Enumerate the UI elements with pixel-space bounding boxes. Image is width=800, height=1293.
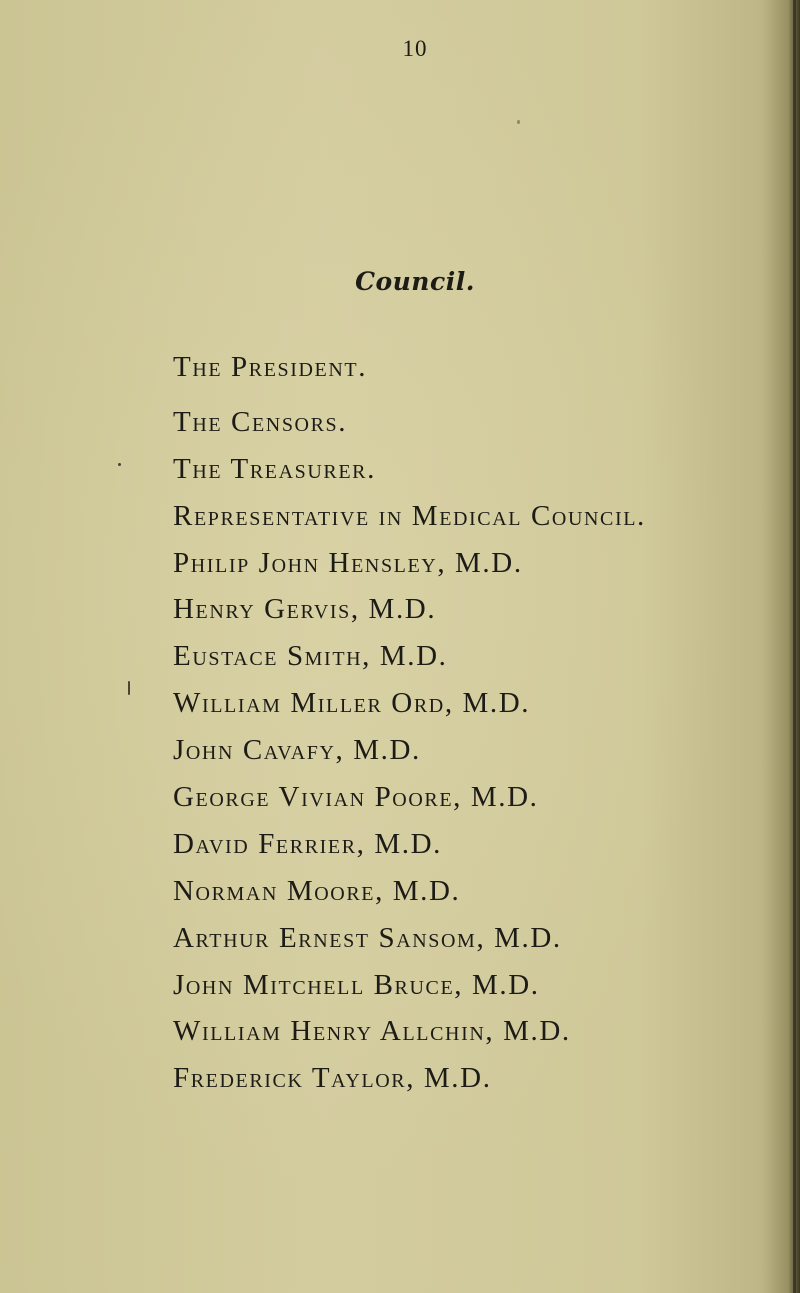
page-edge-line [793,0,796,1293]
paper-speck [128,681,130,695]
section-heading: Council. [355,267,475,296]
list-item: The President. [173,351,368,383]
paper-speck [517,120,520,124]
list-item: Norman Moore, M.D. [173,874,461,907]
council-list [173,352,646,1102]
list-item: David Ferrier, M.D. [173,827,442,860]
list-item: George Vivian Poore, M.D. [173,781,539,814]
list-item: John Mitchell Bruce, M.D. [173,968,540,1001]
list-item: William Miller Ord, M.D. [173,687,531,720]
list-item: Eustace Smith, M.D. [173,640,448,673]
list-item: Henry Gervis, M.D. [173,593,437,626]
list-item: Frederick Taylor, M.D. [173,1062,492,1095]
list-item: Representative in Medical Council. [173,499,646,532]
list-item: The Censors. [173,405,348,438]
list-item: William Henry Allchin, M.D. [173,1015,571,1048]
page-number: 10 [402,36,428,61]
list-item: The Treasurer. [173,452,376,485]
list-item: Arthur Ernest Sansom, M.D. [173,921,562,954]
list-item: John Cavafy, M.D. [173,734,421,767]
list-item: Philip John Hensley, M.D. [173,546,523,579]
paper-speck [118,463,121,466]
